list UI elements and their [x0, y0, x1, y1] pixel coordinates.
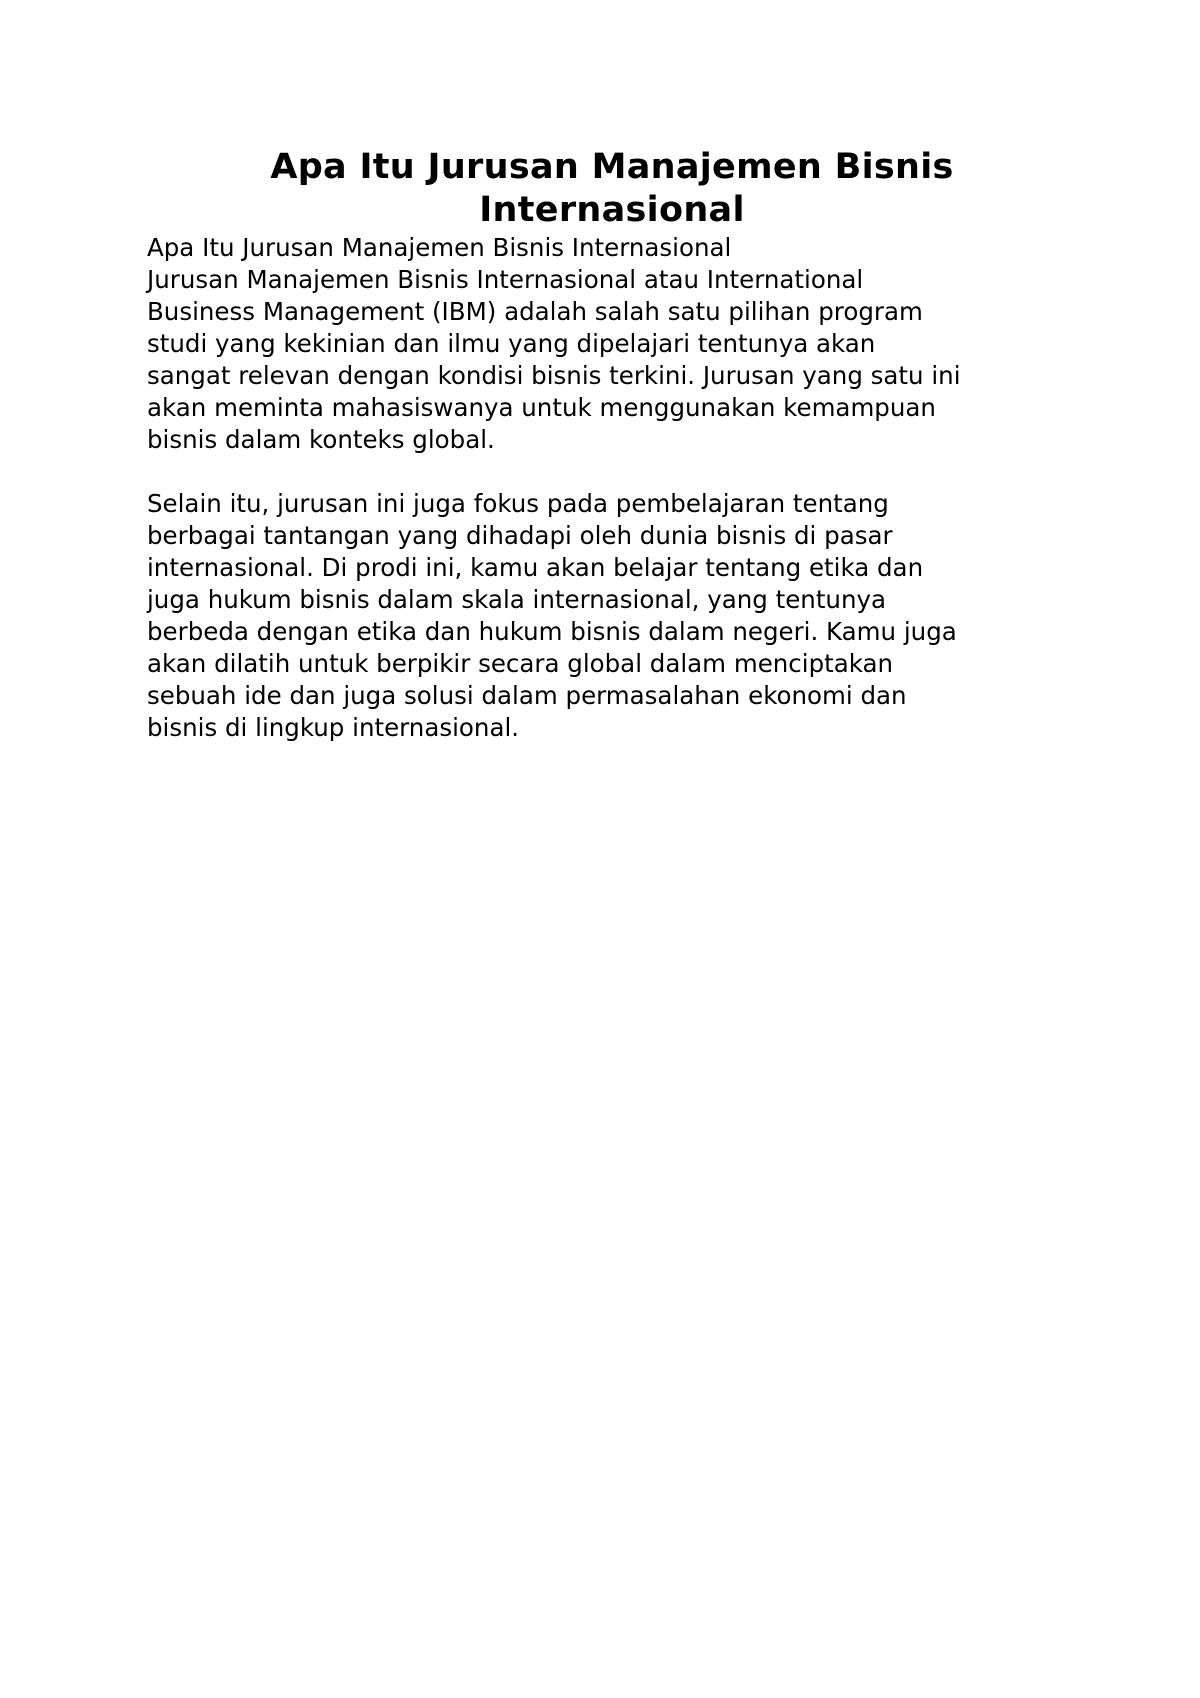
paragraph-line: bisnis di lingkup internasional. — [147, 713, 520, 742]
paragraph-line: Jurusan Manajemen Bisnis Internasional atau International — [147, 265, 864, 294]
paragraph-details — [147, 488, 1077, 744]
paragraph-spacer — [147, 456, 1077, 488]
title-line: Apa Itu Jurusan Manajemen Bisnis — [270, 147, 954, 187]
paragraph-line: Apa Itu Jurusan Manajemen Bisnis Internasional — [147, 233, 732, 262]
document-content — [147, 146, 1077, 744]
paragraph-line: akan meminta mahasiswanya untuk menggunakan kemampuan — [147, 393, 936, 422]
paragraph-line: bisnis dalam konteks global. — [147, 425, 495, 454]
paragraph-line: studi yang kekinian dan ilmu yang dipelajari tentunya akan — [147, 329, 876, 358]
paragraph-intro — [147, 232, 1077, 456]
paragraph-line: internasional. Di prodi ini, kamu akan belajar tentang etika dan — [147, 553, 924, 582]
paragraph-line: sebuah ide dan juga solusi dalam permasalahan ekonomi dan — [147, 681, 907, 710]
paragraph-line: Selain itu, jurusan ini juga fokus pada pembelajaran tentang — [147, 489, 889, 518]
document-title — [147, 146, 1077, 232]
paragraph-line: berbagai tantangan yang dihadapi oleh dunia bisnis di pasar — [147, 521, 893, 550]
paragraph-line: akan dilatih untuk berpikir secara global dalam menciptakan — [147, 649, 894, 678]
paragraph-line: Business Management (IBM) adalah salah satu pilihan program — [147, 297, 923, 326]
paragraph-line: berbeda dengan etika dan hukum bisnis dalam negeri. Kamu juga — [147, 617, 957, 646]
paragraph-line: sangat relevan dengan kondisi bisnis terkini. Jurusan yang satu ini — [147, 361, 961, 390]
paragraph-line: juga hukum bisnis dalam skala internasional, yang tentunya — [147, 585, 886, 614]
title-line: Internasional — [479, 190, 745, 230]
